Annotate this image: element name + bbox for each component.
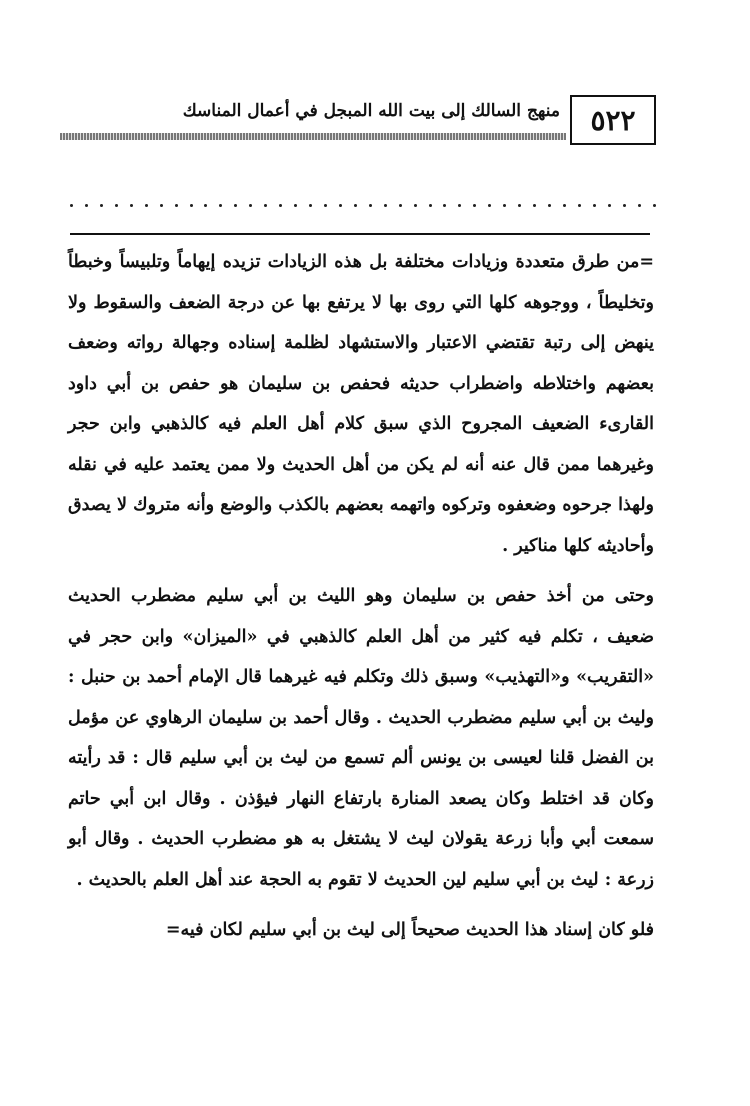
footnote-text bbox=[68, 242, 654, 961]
header-rule bbox=[60, 133, 566, 140]
footnote-rule bbox=[70, 233, 650, 235]
paragraph-2: وحتى من أخذ حفص بن سليمان وهو الليث بن أبي سليم مضطرب الحديث ضعيف ، تكلم فيه كثير من أهل العلم كالذهبي في «الميزان» وابن حجر في «التقريب» و«التهذيب» وسبق ذلك وتكلم فيه غيرهما قال الإمام أحمد بن حنبل : وليث بن أبي سليم مضطرب الحديث . وقال أحمد بن سليمان الرهاوي عن مؤمل بن الفضل قلنا لعيسى بن يونس ألم تسمع من ليث بن أبي سليم قال : قد رأيته وكان قد اختلط وكان يصعد المنارة بارتفاع النهار فيؤذن . وقال ابن أبي حاتم سمعت أبي وأبا زرعة يقولان ليث لا يشتغل به هو مضطرب الحديث . وقال أبو زرعة : ليث بن أبي سليم لين الحديث لا تقوم به الحجة عند أهل العلم بالحديث . bbox=[68, 586, 654, 890]
paragraph-1: =من طرق متعددة وزيادات مختلفة بل هذه الزيادات تزيده إيهاماً وتلبيساً وخبطاً وتخليطاً ، ووجوهه كلها التي روى بها لا يرتفع بها عن درجة الضعف والسقوط ولا ينهض إلى رتبة تقتضي الاعتبار والاستشهاد لظلمة إسناده وجهالة رواته وضعف بعضهم واختلاطه واضطراب حديثه فحفص بن سليمان هو حفص بن أبي داود القارىء الضعيف المجروح الذي سبق كلام أهل العلم فيه كالذهبي وابن حجر وغيرهما ممن قال عنه أنه لم يكن من أهل الحديث ولا ممن يعتمد عليه في نقله ولهذا جرحوه وضعفوه وتركوه واتهمه بعضهم بالكذب والوضع وأنه متروك لا يصدق وأحاديثه كلها مناكير . bbox=[68, 252, 654, 556]
footnote-separator-dots bbox=[70, 198, 656, 214]
paragraph-3: فلو كان إسناد هذا الحديث صحيحاً إلى ليث بن أبي سليم لكان فيه= bbox=[165, 920, 654, 940]
running-title: منهج السالك إلى بيت الله المبجل في أعمال المناسك bbox=[182, 101, 560, 121]
page-number: ٥٢٢ bbox=[570, 95, 656, 145]
page-header bbox=[60, 95, 656, 149]
